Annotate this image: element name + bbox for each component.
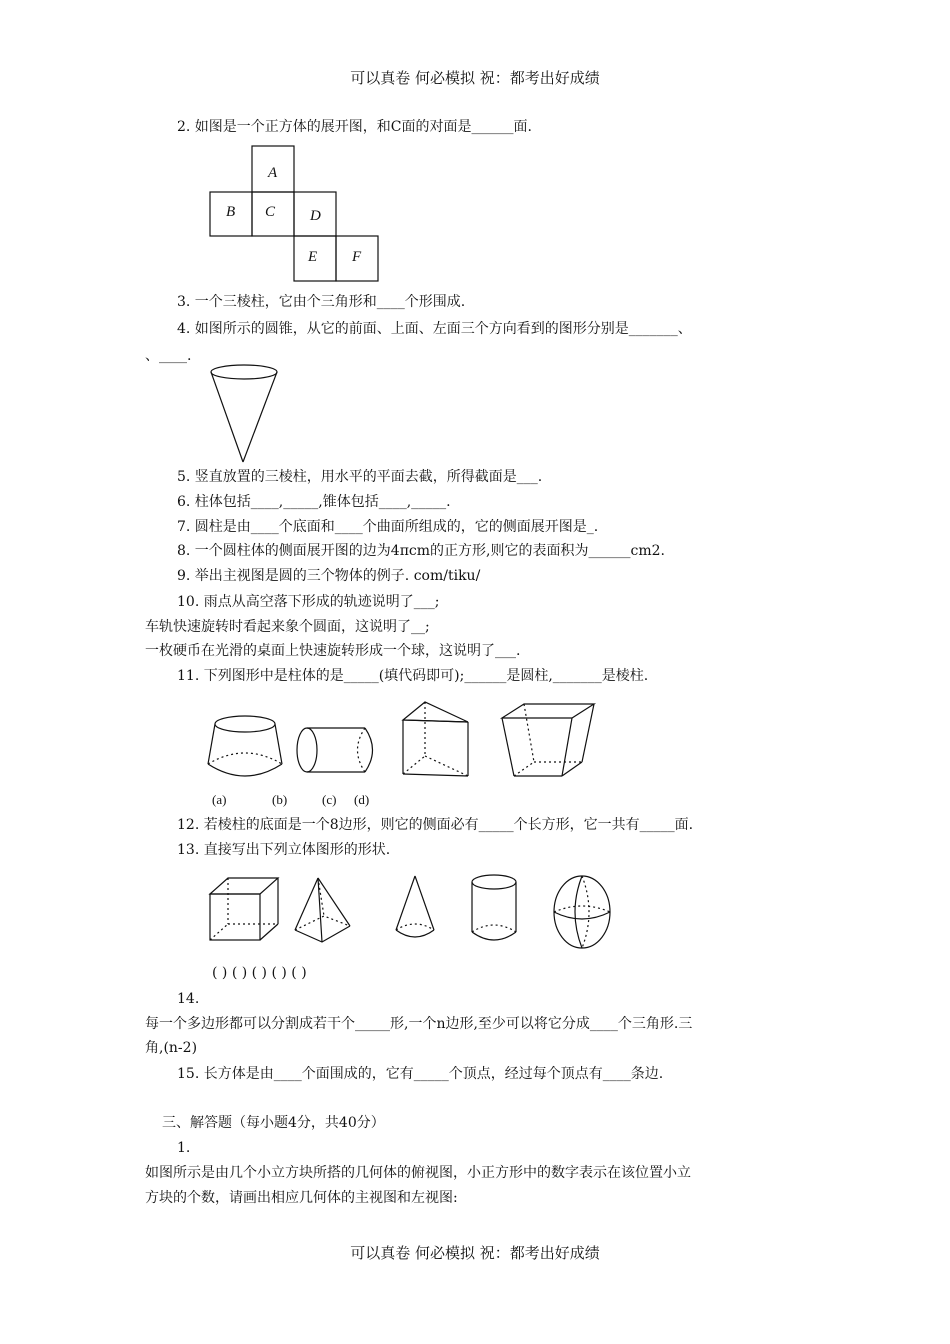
cube-net-figure — [205, 142, 385, 286]
net-face-f: F — [352, 249, 362, 265]
net-face-e: E — [308, 249, 318, 265]
label-b: (b) — [272, 792, 288, 807]
question-13-answer-blanks: ( ) ( ) ( ) ( ) ( ) — [212, 965, 307, 981]
solids-figure-q11 — [200, 692, 610, 812]
problem-1-line-2: 方块的个数，请画出相应几何体的主视图和左视图: — [145, 1190, 458, 1206]
page-footer: 可以真卷 何必模拟 祝：都考出好成绩 — [350, 1244, 600, 1262]
net-face-a: A — [268, 165, 278, 181]
label-a: (a) — [212, 792, 227, 807]
label-c: (c) — [322, 792, 337, 807]
question-10-line-3: 一枚硬币在光滑的桌面上快速旋转形成一个球，这说明了___. — [145, 643, 521, 659]
cone-figure — [205, 362, 285, 466]
question-2: 2. 如图是一个正方体的展开图，和C面的对面是______面. — [177, 119, 532, 135]
page-header: 可以真卷 何必模拟 祝：都考出好成绩 — [350, 69, 600, 87]
question-14-number: 14. — [177, 991, 200, 1007]
net-face-d: D — [310, 208, 321, 224]
net-face-c: C — [265, 204, 276, 220]
question-14-line-2: 角,(n-2) — [145, 1040, 198, 1056]
question-5: 5. 竖直放置的三棱柱，用水平的平面去截，所得截面是___. — [177, 469, 543, 485]
question-4-line-1: 4. 如图所示的圆锥，从它的前面、上面、左面三个方向看到的图形分别是_______、 — [177, 321, 692, 337]
question-3: 3. 一个三棱柱，它由个三角形和____个形围成. — [177, 294, 466, 310]
question-14-line-1: 每一个多边形都可以分割成若干个_____形,一个n边形,至少可以将它分成____个三角形.三 — [145, 1016, 693, 1032]
question-13: 13. 直接写出下列立体图形的形状. — [177, 842, 391, 858]
section-3-heading: 三、解答题（每小题4分，共40分） — [162, 1115, 385, 1131]
question-9: 9. 举出主视图是圆的三个物体的例子. com/tiku/ — [177, 568, 481, 584]
question-6: 6. 柱体包括____,_____,锥体包括____,_____. — [177, 494, 451, 510]
problem-1-number: 1. — [177, 1140, 191, 1156]
question-12: 12. 若棱柱的底面是一个8边形，则它的侧面必有_____个长方形，它一共有_____面. — [177, 817, 694, 833]
question-10-line-2: 车轨快速旋转时看起来象个圆面，这说明了__; — [145, 619, 430, 635]
question-4-line-2: 、____. — [145, 348, 192, 364]
question-11: 11. 下列图形中是柱体的是_____(填代码即可);______是圆柱,_______是棱柱. — [177, 668, 649, 684]
solids-figure-q13 — [200, 868, 620, 952]
question-7: 7. 圆柱是由____个底面和____个曲面所组成的，它的侧面展开图是_. — [177, 519, 599, 535]
question-10-line-1: 10. 雨点从高空落下形成的轨迹说明了___; — [177, 594, 440, 610]
question-8: 8. 一个圆柱体的侧面展开图的边为4πcm的正方形,则它的表面积为______cm2. — [177, 543, 665, 559]
problem-1-line-1: 如图所示是由几个小立方块所搭的几何体的俯视图，小正方形中的数字表示在该位置小立 — [145, 1165, 691, 1181]
net-face-b: B — [226, 204, 236, 220]
question-15: 15. 长方体是由____个面围成的，它有_____个顶点，经过每个顶点有____条边. — [177, 1066, 664, 1082]
label-d: (d) — [354, 792, 370, 807]
